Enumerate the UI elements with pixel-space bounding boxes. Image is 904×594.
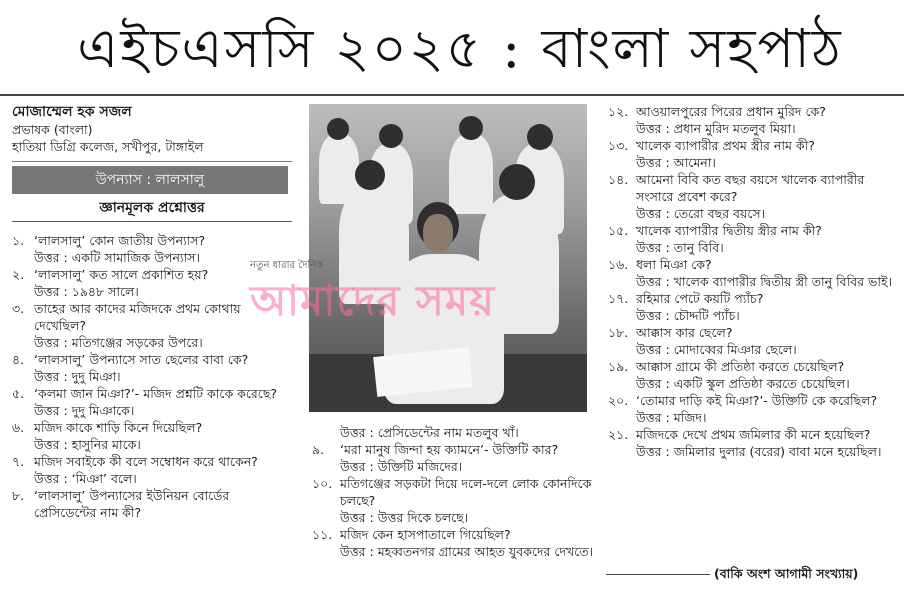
question-text: ধলা মিঞা কে? — [636, 257, 712, 272]
qa-item — [312, 424, 602, 441]
question-text: তাহের আর কাদের মজিদকে প্রথম কোথায় দেখেছিল? — [34, 301, 241, 333]
qa-list-middle — [312, 424, 602, 560]
answer-text: উত্তর : আমেনা। — [636, 155, 716, 170]
qa-item — [608, 358, 896, 392]
qa-item — [608, 324, 896, 358]
question-number: ৬. — [12, 420, 25, 435]
question-number: ৭. — [12, 454, 25, 469]
question-number: ১৮. — [608, 325, 629, 340]
qa-item — [12, 351, 292, 385]
answer-text: উত্তর : দুদু মিঞাকে। — [34, 403, 135, 418]
qa-item — [608, 171, 896, 222]
photo-head — [459, 116, 483, 140]
question-number: ১৭. — [608, 291, 629, 306]
photo-head — [327, 118, 349, 140]
newspaper-watermark: আমাদের সময় — [250, 276, 495, 325]
answer-text: উত্তর : প্রধান মুরিদ মতলুব মিয়া। — [636, 121, 796, 136]
photo-head — [527, 124, 553, 150]
answer-text: উত্তর : মহব্বতনগর গ্রামের আহত যুবকদের দেখতে। — [340, 544, 594, 559]
question-number: ৩. — [12, 301, 25, 316]
question-text: ‘মরা মানুষ জিন্দা হয় ক্যামনে’- উক্তিটি কার? — [340, 442, 559, 457]
students-exam-photo — [309, 104, 587, 412]
question-number: ১৫. — [608, 223, 629, 238]
question-text: মজিদ কাকে শাড়ি কিনে দিয়েছিল? — [34, 420, 203, 435]
qa-item — [12, 487, 292, 521]
author-institution: হাতিয়া ডিগ্রি কলেজ, সখীপুর, টাঙ্গাইল — [12, 139, 204, 154]
qa-item — [12, 419, 292, 453]
answer-text: উত্তর : হাসুনির মাকে। — [34, 437, 141, 452]
qa-item — [608, 256, 896, 290]
qa-list-right — [608, 103, 896, 460]
photo-head — [499, 164, 535, 200]
question-number: ১২. — [608, 104, 629, 119]
qa-item — [312, 441, 602, 475]
answer-text: উত্তর : ১৯৪৮ সালে। — [34, 284, 139, 299]
qa-item — [608, 222, 896, 256]
question-number: ৫. — [12, 386, 25, 401]
answer-text: উত্তর : খালেক ব্যাপারীর দ্বিতীয় স্ত্রী তানু বিবির ভাই। — [636, 274, 892, 289]
continued-rule — [606, 574, 710, 575]
question-number: ৮. — [12, 488, 25, 503]
question-number: ১৪. — [608, 172, 629, 187]
subheading-divider — [12, 221, 292, 222]
question-text: আওয়ালপুরের পিরের প্রধান মুরিদ কে? — [636, 104, 826, 119]
photo-credit-text: নতুন ধারার দৈনিক — [250, 260, 324, 271]
qa-item — [312, 475, 602, 526]
qa-item — [608, 392, 896, 426]
qa-item — [608, 426, 896, 460]
answer-text: উত্তর : চৌদ্দটি প্যাঁচ। — [636, 308, 740, 323]
question-text: মতিগঞ্জের সড়কটা দিয়ে দলে-দলে লোক কোনদিকে চলছে? — [340, 476, 592, 508]
continued-text: (বাকি অংশ আগামী সংখ্যায়) — [714, 566, 859, 581]
question-number: ২১. — [608, 427, 629, 442]
qa-item — [608, 290, 896, 324]
answer-text: উত্তর : দুদু মিঞা। — [34, 369, 121, 384]
question-number: ১১. — [312, 527, 333, 542]
author-title: প্রভাষক (বাংলা) — [12, 122, 93, 137]
question-text: মজিদকে দেখে প্রথম জমিলার কী মনে হয়েছিল? — [636, 427, 871, 442]
answer-text: উত্তর : উত্তর দিকে চলছে। — [340, 510, 469, 525]
page-headline: এইচএসসি ২০২৫ : বাংলা সহপাঠ — [77, 17, 843, 80]
question-number: ১৩. — [608, 138, 629, 153]
qa-item — [608, 137, 896, 171]
question-text: আক্কাস গ্রামে কী প্রতিষ্ঠা করতে চেয়েছিল? — [636, 359, 845, 374]
photo-head — [355, 160, 385, 190]
qa-item — [608, 103, 896, 137]
question-text: খালেক ব্যাপারীর দ্বিতীয় স্ত্রীর নাম কী? — [636, 223, 822, 238]
answer-text: উত্তর : তানু বিবি। — [636, 240, 724, 255]
qa-item — [12, 385, 292, 419]
column-middle — [312, 424, 602, 560]
headline-divider — [0, 94, 904, 96]
question-number: ২. — [12, 267, 25, 282]
answer-text: উত্তর : জমিলার দুলার (বরের) বাবা মনে হয়েছিল। — [636, 444, 882, 459]
question-text: আমেনা বিবি কত বছর বয়সে খালেক ব্যাপারীর সংসারে প্রবেশ করে? — [636, 172, 865, 204]
question-text: ‘তোমার দাড়ি কই মিঞা?’- উক্তিটি কে করেছিল? — [636, 393, 878, 408]
question-number: ১৬. — [608, 257, 629, 272]
answer-text: উত্তর : মোদাব্বের মিঞার ছেলে। — [636, 342, 797, 357]
question-text: ‘লালসালু’ উপন্যাসে সাত ছেলের বাবা কে? — [34, 352, 249, 367]
question-number: ১. — [12, 233, 25, 248]
answer-text: উত্তর : মতিগঞ্জের সড়কের উপরে। — [34, 335, 203, 350]
question-text: মজিদ কেন হাসপাতালে গিয়েছিল? — [340, 527, 511, 542]
question-text: রহিমার পেটে কয়টি প্যাঁচ? — [636, 291, 764, 306]
answer-text: উত্তর : প্রেসিডেন্টের নাম মতলুব খাঁ। — [340, 425, 519, 440]
qa-item — [12, 453, 292, 487]
section-banner: উপন্যাস : লালসালু — [12, 166, 288, 194]
question-text: খালেক ব্যাপারীর প্রথম স্ত্রীর নাম কী? — [636, 138, 815, 153]
question-text: ‘কলমা জান মিঞা?’- মজিদ প্রশ্নটি কাকে করেছে? — [34, 386, 278, 401]
question-text: ‘লালসালু’ উপন্যাসের ইউনিয়ন বোর্ডের প্রেসিডেন্টের নাম কী? — [34, 488, 230, 520]
photo-face — [423, 214, 453, 252]
question-number: ৯. — [312, 442, 325, 457]
answer-text: উত্তর : মজিদ। — [636, 410, 707, 425]
photo-head — [379, 124, 403, 148]
answer-text: উত্তর : ‘মিঞা’ বলে। — [34, 471, 137, 486]
question-number: ১০. — [312, 476, 333, 491]
photo-student — [449, 134, 493, 214]
question-text: আক্কাস কার ছেলে? — [636, 325, 733, 340]
author-divider — [12, 161, 292, 162]
answer-text: উত্তর : একটি স্কুল প্রতিষ্ঠা করতে চেয়েছিল। — [636, 376, 850, 391]
answer-text: উত্তর : একটি সামাজিক উপন্যাস। — [34, 250, 200, 265]
question-text: ‘লালসালু’ কত সালে প্রকাশিত হয়? — [34, 267, 209, 282]
section-subheading: জ্ঞানমূলক প্রশ্নোত্তর — [99, 200, 205, 216]
question-text: ‘লালসালু’ কোন জাতীয় উপন্যাস? — [34, 233, 206, 248]
qa-item — [312, 526, 602, 560]
question-number: ৪. — [12, 352, 25, 367]
question-number: ১৯. — [608, 359, 629, 374]
column-right — [608, 103, 896, 460]
answer-text: উত্তর : তেরো বছর বয়সে। — [636, 206, 766, 221]
author-name: মোজাম্মেল হক সজল — [12, 104, 132, 120]
question-text: মজিদ সবাইকে কী বলে সম্বোধন করে থাকেন? — [34, 454, 258, 469]
question-number: ২০. — [608, 393, 629, 408]
answer-text: উত্তর : উক্তিটি মজিদের। — [340, 459, 463, 474]
